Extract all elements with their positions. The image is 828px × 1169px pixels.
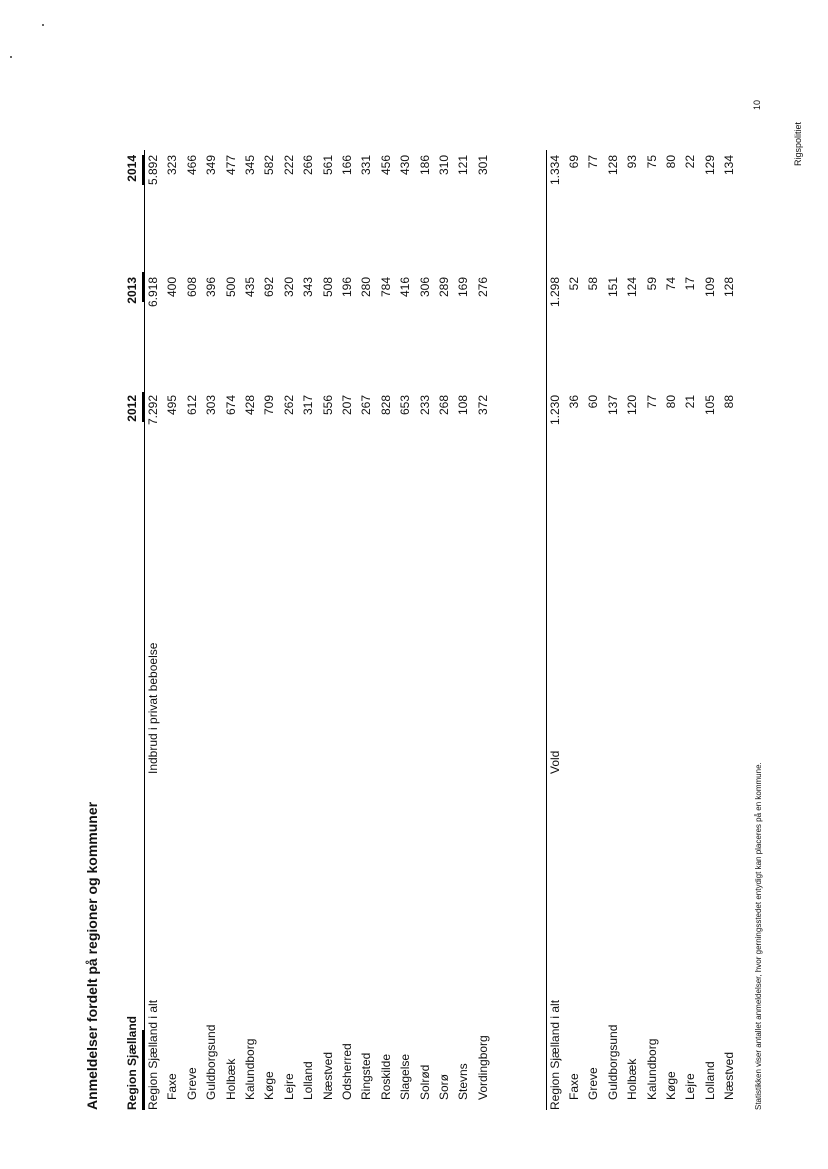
cell-value-2012: 556 [320,395,335,416]
scan-dot [10,56,12,58]
table-row [379,150,398,1110]
municipality-name: Lolland [702,1061,717,1100]
cell-value-2014: 222 [281,155,296,176]
cell-value-2013: 306 [417,277,432,298]
cell-value-2013: 784 [378,277,393,298]
municipality-name: Greve [184,1067,199,1100]
year-header-2013: 2013 [125,277,139,304]
cell-value-2012: 709 [262,395,277,416]
rotated-page-content [80,150,770,1110]
year-header-2012: 2012 [125,395,139,422]
cell-value-2014: 561 [320,155,335,176]
cell-value-2013: 280 [359,277,374,298]
cell-value-2012: 233 [417,395,432,416]
cell-value-2012: 108 [456,395,471,416]
cell-value-2012: 267 [359,395,374,416]
cell-value-2012: 80 [663,395,678,409]
cell-value-2012: 88 [722,395,737,409]
cell-value-2014: 128 [605,155,620,176]
cell-value-2013: 508 [320,277,335,298]
cell-value-2014: 582 [262,155,277,176]
table-row [683,150,702,1110]
cell-value-2012: 7.292 [146,395,160,426]
table-row [204,150,223,1110]
cell-value-2014: 323 [165,155,180,176]
municipality-name: Køge [663,1071,678,1100]
cell-value-2014: 430 [398,155,413,176]
cell-value-2014: 93 [625,155,640,169]
cell-value-2014: 1.334 [547,155,562,186]
cell-value-2012: 372 [475,395,490,416]
page-title: Anmeldelser fordelt på regioner og kommuner [84,801,100,1110]
cell-value-2012: 495 [165,395,180,416]
table-row [301,150,320,1110]
cell-value-2012: 674 [223,395,238,416]
cell-value-2012: 828 [378,395,393,416]
table-row [243,150,262,1110]
municipality-name: Guldborgsund [605,1024,620,1100]
cell-value-2013: 343 [301,277,316,298]
municipality-name: Vordingborg [475,1035,490,1100]
cell-value-2012: 317 [301,395,316,416]
municipality-name: Lejre [683,1073,698,1100]
cell-value-2013: 320 [281,277,296,298]
municipality-name: Ringsted [359,1052,374,1100]
cell-value-2012: 612 [184,395,199,416]
table-row [282,150,301,1110]
header-organization: Rigspolitiet [793,121,803,166]
municipality-name: Næstved [722,1051,737,1100]
cell-value-2014: 77 [586,155,601,169]
municipality-name: Slagelse [398,1053,413,1100]
table-row [567,150,586,1110]
cell-value-2013: 169 [456,277,471,298]
cell-value-2014: 129 [702,155,717,176]
cell-value-2013: 124 [625,277,640,298]
cell-value-2012: 303 [204,395,219,416]
total-rule [144,150,145,1110]
cell-value-2012: 77 [644,395,659,409]
cell-value-2014: 331 [359,155,374,176]
cell-value-2013: 400 [165,277,180,298]
total-row [548,150,567,1110]
cell-value-2013: 396 [204,277,219,298]
cell-value-2014: 466 [184,155,199,176]
cell-value-2013: 1.298 [547,277,562,308]
municipality-name: Greve [586,1067,601,1100]
table-row [262,150,281,1110]
municipality-name: Holbæk [625,1058,640,1100]
cell-value-2013: 74 [663,277,678,291]
municipality-name: Solrød [417,1064,432,1100]
table-row [476,150,495,1110]
table-row [224,150,243,1110]
table-row [722,150,741,1110]
cell-value-2014: 69 [566,155,581,169]
year-header-2014: 2014 [125,155,139,182]
region-total-label: Region Sjælland i alt [547,999,562,1110]
table-row [703,150,722,1110]
cell-value-2014: 301 [475,155,490,176]
cell-value-2014: 22 [683,155,698,169]
cell-value-2013: 289 [437,277,451,298]
cell-value-2014: 456 [378,155,393,176]
municipality-name: Guldborgsund [204,1024,219,1100]
table-row [340,150,359,1110]
cell-value-2013: 17 [683,277,698,291]
cell-value-2013: 6.918 [146,277,160,308]
cell-value-2013: 276 [475,277,490,298]
cell-value-2013: 128 [722,277,737,298]
cell-value-2012: 60 [586,395,601,409]
cell-value-2014: 345 [243,155,257,176]
cell-value-2014: 75 [644,155,659,169]
total-row [146,150,165,1110]
municipality-name: Kalundborg [644,1038,659,1100]
region-header: Region Sjælland [125,1015,139,1110]
cell-value-2014: 5.892 [146,155,160,186]
region-total-label: Region Sjælland i alt [146,999,160,1110]
cell-value-2012: 653 [398,395,413,416]
table-row [165,150,184,1110]
table-row [586,150,605,1110]
municipality-name: Lejre [281,1073,296,1100]
municipality-name: Køge [262,1071,277,1100]
table-row [418,150,437,1110]
cell-value-2012: 428 [243,395,257,416]
cell-value-2014: 134 [722,155,737,176]
cell-value-2013: 58 [586,277,601,291]
table-row [456,150,475,1110]
cell-value-2013: 59 [644,277,659,291]
cell-value-2014: 121 [456,155,471,176]
municipality-name: Faxe [566,1073,581,1100]
cell-value-2012: 137 [605,395,620,416]
municipality-name: Faxe [165,1073,180,1100]
cell-value-2013: 500 [223,277,238,298]
table-row [645,150,664,1110]
cell-value-2012: 262 [281,395,296,416]
section-label: Indbrud i privat beboelse [146,642,160,774]
table-row [185,150,204,1110]
scan-dot [42,24,44,26]
cell-value-2012: 105 [702,395,717,416]
cell-value-2013: 151 [605,277,620,298]
cell-value-2014: 349 [204,155,219,176]
cell-value-2012: 21 [683,395,698,409]
table-row [606,150,625,1110]
municipality-name: Stevns [456,1063,471,1100]
cell-value-2014: 166 [340,155,354,176]
cell-value-2014: 310 [437,155,451,176]
table-area [80,150,770,1110]
municipality-name: Roskilde [378,1053,393,1100]
cell-value-2013: 52 [566,277,581,291]
cell-value-2012: 268 [437,395,451,416]
table-row [437,150,456,1110]
cell-value-2012: 207 [340,395,354,416]
table-row [625,150,644,1110]
cell-value-2013: 435 [243,277,257,298]
cell-value-2013: 416 [398,277,413,298]
total-rule [546,150,547,1110]
cell-value-2012: 36 [566,395,581,409]
municipality-name: Sorø [437,1073,451,1100]
municipality-name: Odsherred [340,1043,354,1100]
cell-value-2013: 196 [340,277,354,298]
cell-value-2014: 186 [417,155,432,176]
cell-value-2014: 80 [663,155,678,169]
cell-value-2014: 477 [223,155,238,176]
cell-value-2013: 692 [262,277,277,298]
table-row [321,150,340,1110]
cell-value-2014: 266 [301,155,316,176]
footnote: Statistikken viser antallet anmeldelser, hvor gerningsstedet entydigt kan placeres på en kommune. [754,762,763,1110]
cell-value-2013: 608 [184,277,199,298]
municipality-name: Holbæk [223,1058,238,1100]
section-label: Vold [547,750,562,774]
cell-value-2012: 120 [625,395,640,416]
cell-value-2012: 1.230 [547,395,562,426]
municipality-name: Næstved [320,1051,335,1100]
page-number: 10 [752,99,762,110]
municipality-name: Lolland [301,1061,316,1100]
cell-value-2013: 109 [702,277,717,298]
table-row [359,150,378,1110]
table-row [664,150,683,1110]
municipality-name: Kalundborg [243,1038,257,1100]
table-row [398,150,417,1110]
